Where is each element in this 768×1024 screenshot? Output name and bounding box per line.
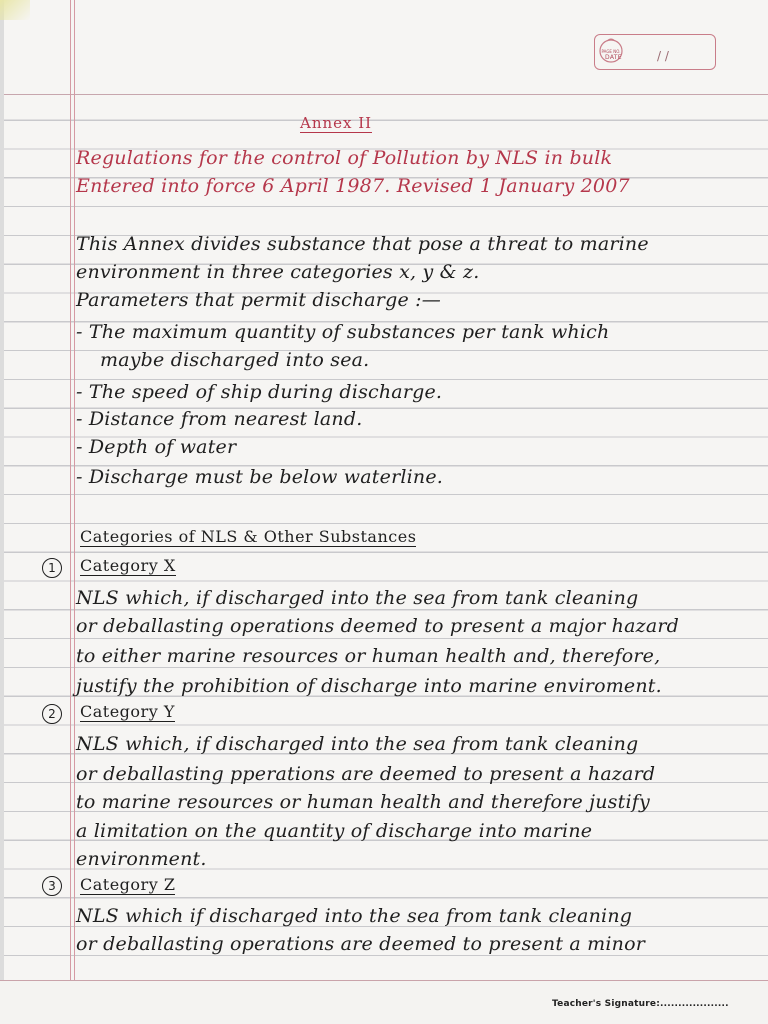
categories-heading: Categories of NLS & Other Substances: [80, 527, 417, 546]
category-z-number: 3: [42, 876, 62, 896]
category-x-line-3: to either marine resources or human health and, therefore,: [76, 645, 661, 667]
intro-line-2: environment in three categories x, y & z.: [76, 261, 480, 283]
category-y-line-2: or deballasting pperations are deemed to present a hazard: [76, 763, 656, 785]
intro-line-3: Parameters that permit discharge :—: [76, 289, 441, 311]
parameter-line-3: - The speed of ship during discharge.: [76, 381, 443, 403]
parameter-line-5: - Depth of water: [76, 436, 237, 458]
parameter-line-1: - The maximum quantity of substances per tank which: [76, 321, 610, 343]
category-x-line-2: or deballasting operations deemed to present a major hazard: [76, 615, 680, 637]
category-x-line-1: NLS which, if discharged into the sea from tank cleaning: [76, 587, 639, 609]
date-label: DATE: [605, 54, 622, 61]
teacher-signature: Teacher's Signature:...................: [552, 999, 729, 1009]
subtitle-line-2: Entered into force 6 April 1987. Revised 1 January 2007: [76, 175, 630, 197]
page-date-box: [594, 34, 716, 70]
category-x-line-4: justify the prohibition of discharge into marine enviroment.: [76, 675, 662, 697]
category-y-line-3: to marine resources or human health and therefore justify: [76, 791, 650, 813]
annex-title: Annex II: [300, 114, 373, 132]
category-z-title: Category Z: [80, 875, 176, 894]
category-z-line-1: NLS which if discharged into the sea from tank cleaning: [76, 905, 633, 927]
intro-line-1: This Annex divides substance that pose a threat to marine: [76, 233, 649, 255]
svg-text:PAGE NO.: PAGE NO.: [601, 49, 621, 54]
category-y-line-4: a limitation on the quantity of discharge into marine: [76, 820, 593, 842]
category-y-number: 2: [42, 704, 62, 724]
parameter-line-6: - Discharge must be below waterline.: [76, 466, 444, 488]
category-x-number: 1: [42, 558, 62, 578]
page-edge: [0, 0, 4, 1024]
margin-line-left: [70, 0, 71, 1024]
category-y-line-5: environment.: [76, 848, 207, 870]
page-corner-shadow: [0, 0, 30, 20]
category-x-title: Category X: [80, 556, 176, 575]
category-y-line-1: NLS which, if discharged into the sea from tank cleaning: [76, 733, 639, 755]
date-value: / /: [657, 49, 669, 63]
category-y-title: Category Y: [80, 702, 175, 721]
parameter-line-4: - Distance from nearest land.: [76, 408, 363, 430]
subtitle-line-1: Regulations for the control of Pollution by NLS in bulk: [76, 147, 613, 169]
parameter-line-2: maybe discharged into sea.: [100, 349, 370, 371]
category-z-line-2: or deballasting operations are deemed to present a minor: [76, 933, 646, 955]
